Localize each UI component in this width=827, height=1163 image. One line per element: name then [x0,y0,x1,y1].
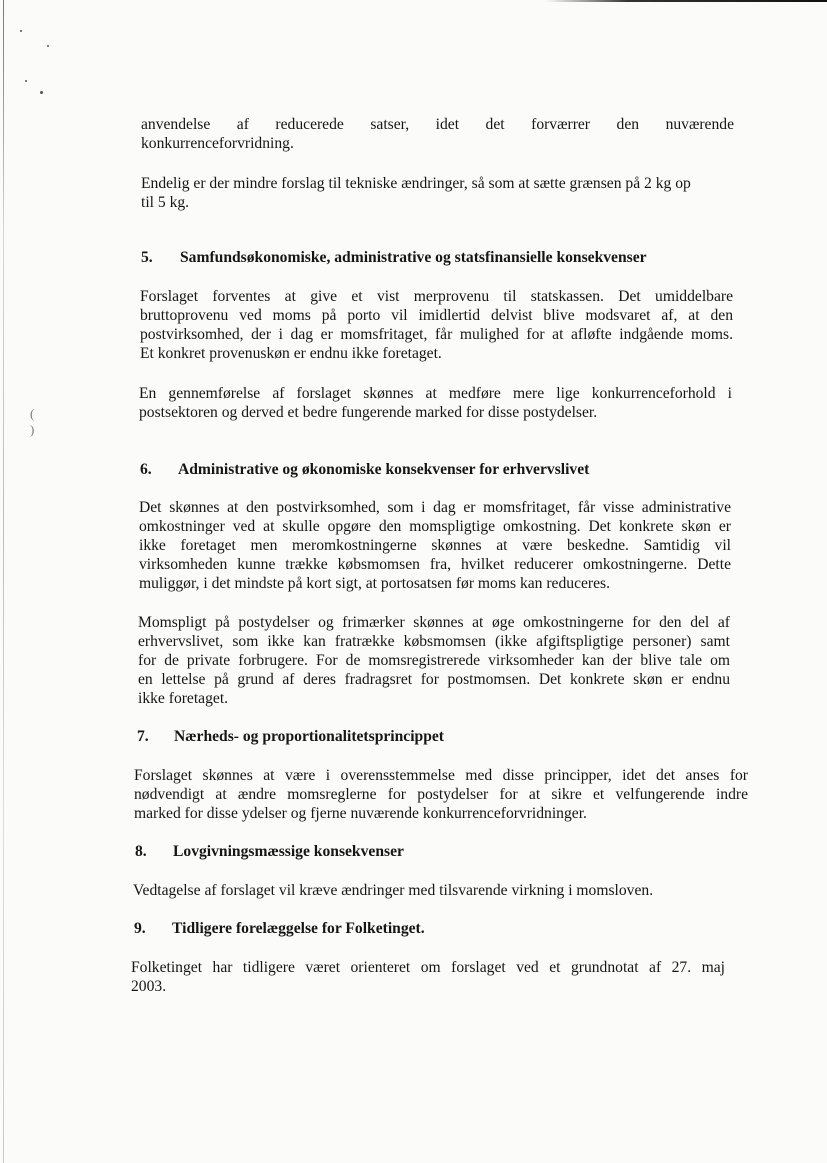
text-line: Folketinget har tidligere været orienteret om forslaget ved et grundnotat af 27. maj [131,959,725,976]
section-6-heading [140,460,589,479]
punch-hole-mark: ( ) [30,406,44,437]
text-line: En gennemførelse af forslaget skønnes at medføre mere lige konkurrenceforhold i [139,385,732,402]
text-line: omkostninger ved at skulle opgøre den momspligtige omkostning. Det konkrete skøn er [139,518,731,535]
intro-paragraph-2 [141,174,734,212]
text-line: Det skønnes at den postvirksomhed, som i dag er momsfritaget, får visse administrative [139,499,731,516]
section-title: Samfundsøkonomiske, administrative og statsfinansielle konsekvenser [180,249,647,266]
text-line: postvirksomhed, der i dag er momsfritaget, får mulighed for at afløfte indgående moms. [140,326,733,343]
text-line: erhvervslivet, som ikke kan fratrække købsmomsen (ikke afgiftspligtige personer) samt [138,633,730,650]
section-number: 6. [140,461,152,478]
section-5-paragraph-2 [139,384,732,422]
section-6-paragraph-2 [138,613,730,708]
text-line: Forslaget forventes at give et vist merprovenu til statskassen. Det umiddelbare [140,288,733,305]
section-7-paragraph-1 [134,766,748,823]
text-line: muliggør, i det mindste på kort sigt, at portosatsen før moms kan reduceres. [139,575,610,592]
section-title: Nærheds- og proportionalitetsprincippet [174,728,445,745]
section-5-heading [141,248,647,267]
text-line: postsektoren og derved et bedre fungerende marked for disse postydelser. [139,404,598,421]
text-line: til 5 kg. [141,194,190,211]
text-line: Momspligt på postydelser og frimærker skønnes at øge omkostningerne for den del af [138,614,730,631]
text-line: for de private forbrugere. For de momsregistrerede virksomheder kan der blive tale om [138,652,730,669]
section-number: 7. [137,728,149,745]
section-number: 5. [141,249,153,266]
section-title: Administrative og økonomiske konsekvenser for erhvervslivet [178,461,590,478]
text-line: en lettelse på grund af deres fradragsret for postmomsen. Det konkrete skøn er endnu [138,671,730,688]
section-6-paragraph-1 [139,498,731,593]
section-number: 8. [135,843,147,860]
text-line: konkurrenceforvridning. [141,135,294,152]
section-title: Lovgivningsmæssige konsekvenser [173,843,404,860]
text-line: Endelig er der mindre forslag til tekniske ændringer, så som at sætte grænsen på 2 kg op [141,175,691,192]
section-7-heading [137,727,444,746]
text-line: anvendelse af reducerede satser, idet det forværrer den nuværende [141,116,734,133]
section-9-heading [134,919,425,938]
text-line: virksomheden kunne trække købsmomsen fra, hvilket reducerer omkostningerne. Dette [139,556,731,573]
section-5-paragraph-1 [140,287,733,363]
text-line: Vedtagelse af forslaget vil kræve ændringer med tilsvarende virkning i momsloven. [133,882,654,899]
text-line: marked for disse ydelser og fjerne nuværende konkurrenceforvridninger. [134,805,587,822]
text-line: nødvendigt at ændre momsreglerne for postydelser for at sikre et velfungerende indre [134,786,748,803]
text-line: bruttoprovenu ved moms på porto vil imidlertid delvist blive modsvaret af, at den [140,307,733,324]
section-number: 9. [134,920,146,937]
section-8-heading [135,842,404,861]
text-line: ikke foretaget men meromkostningerne skønnes at være beskedne. Samtidig vil [139,537,731,554]
text-line: Et konkret provenuskøn er endnu ikke foretaget. [140,345,442,362]
text-line: 2003. [131,978,167,995]
section-title: Tidligere forelæggelse for Folketinget. [172,920,425,937]
text-line: Forslaget skønnes at være i overensstemmelse med disse principper, idet det anses for [134,767,748,784]
section-9-paragraph-1 [131,958,725,996]
section-8-paragraph-1 [133,881,747,900]
text-line: ikke foretaget. [138,690,229,707]
intro-paragraph-1 [141,115,734,153]
